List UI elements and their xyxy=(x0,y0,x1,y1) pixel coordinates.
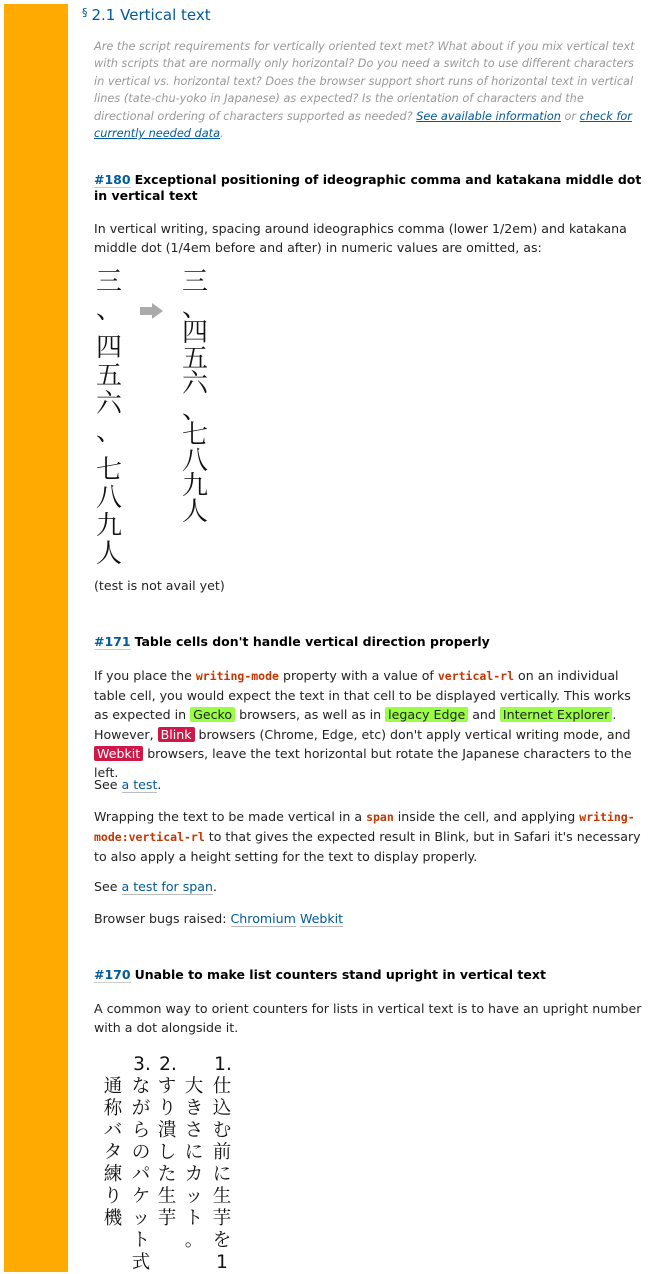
vertical-char: 七 xyxy=(181,420,208,450)
section-symbol[interactable]: § xyxy=(82,6,88,19)
vertical-char: 、 xyxy=(95,295,122,325)
code-vertical-rl: vertical-rl xyxy=(437,669,515,683)
webkit-bug-link[interactable]: Webkit xyxy=(299,911,344,926)
issue-170-title xyxy=(94,967,642,983)
list-item-char: 潰 xyxy=(157,1120,177,1141)
badge-legacy-edge: legacy Edge xyxy=(385,707,468,722)
list-item-char: 生 xyxy=(212,1186,232,1207)
vertical-char: 三 xyxy=(181,267,208,297)
list-item-char: 仕 xyxy=(212,1076,232,1097)
vertical-char: 、 xyxy=(181,394,208,425)
list-counter: 1. xyxy=(214,1054,232,1075)
code-writing-mode-value-a: writing- xyxy=(579,810,635,824)
issue-171-title-text: Table cells don't handle vertical direction properly xyxy=(134,634,490,649)
list-item-char: 1 xyxy=(216,1252,228,1273)
list-item-char: さ xyxy=(184,1120,204,1141)
issue-180-title xyxy=(94,172,642,204)
list-item-char: な xyxy=(131,1076,151,1097)
issue-171-para1: If you place the writing-mode property with a value of vertical-rl on an individual table cell, you would expect the text in that cell to be displayed vertically. This works as expected in Gecko browsers, as well as in legacy Edge and Internet Explorer . However, Blink browsers (Chrome, Edge, etc) don't apply vertical writing mode, and Webkit browsers, leave the text horizontal but rotate the Japanese characters to the left. xyxy=(94,668,632,781)
issue-171-link[interactable]: #171 xyxy=(94,634,131,649)
list-item-char: ッ xyxy=(184,1186,204,1207)
list-item-char: 芋 xyxy=(212,1208,232,1229)
vertical-char: 九 xyxy=(95,511,122,541)
vertical-char: 五 xyxy=(95,361,122,391)
vertical-char: 八 xyxy=(95,483,122,513)
list-counter: 3. xyxy=(133,1054,151,1075)
vertical-char: 人 xyxy=(181,496,208,527)
arrow-right-icon xyxy=(140,303,164,319)
chromium-bug-link[interactable]: Chromium xyxy=(230,911,296,926)
badge-blink: Blink xyxy=(158,727,195,742)
issue-180-desc: In vertical writing, spacing around ideographics comma (lower 1/2em) and katakana middle dot (1/4em before and after) in numeric values are omitted, as: xyxy=(94,221,627,256)
vertical-char: 六 xyxy=(95,389,122,419)
list-item-char: 生 xyxy=(157,1186,177,1207)
list-item-char: ト xyxy=(131,1230,151,1251)
list-item-char: バ xyxy=(103,1120,123,1141)
code-span: span xyxy=(366,810,394,824)
list-counter: 2. xyxy=(159,1054,177,1075)
issue-171-bugs: Browser bugs raised: Chromium Webkit xyxy=(94,911,344,926)
section-intro xyxy=(94,38,642,142)
badge-gecko: Gecko xyxy=(190,707,235,722)
intro-or: or xyxy=(560,109,580,123)
vertical-char: 人 xyxy=(95,539,122,569)
test-for-span-link[interactable]: a test for span xyxy=(121,879,213,894)
list-item-char: 通 xyxy=(103,1076,123,1097)
list-item-char: カ xyxy=(184,1164,204,1185)
vertical-char: 四 xyxy=(181,318,208,348)
list-item-char: 。 xyxy=(184,1230,204,1251)
list-item-char: き xyxy=(184,1098,204,1119)
list-item-char: を xyxy=(212,1230,232,1251)
available-info-link[interactable]: See available information xyxy=(416,109,561,123)
issue-180-note: (test is not avail yet) xyxy=(94,578,225,593)
list-item-char: 芋 xyxy=(157,1208,177,1229)
issue-170-desc: A common way to orient counters for lists in vertical text is to have an upright number with a dot alongside it. xyxy=(94,1001,642,1036)
list-item-char: 込 xyxy=(212,1098,232,1119)
list-item-char: 称 xyxy=(103,1098,123,1119)
vertical-char: 六 xyxy=(181,369,208,399)
vertical-char: 、 xyxy=(181,292,208,323)
list-item-char: 練 xyxy=(103,1164,123,1185)
issue-180-link[interactable]: #180 xyxy=(94,172,131,187)
list-item-char: 機 xyxy=(103,1208,123,1229)
issue-171-para2: Wrapping the text to be made vertical in a span inside the cell, and applying writing- mode:vertical-rl to that gives the expected result in Blink, but in Safari it's necessary to also apply a height setting for the text to display properly. xyxy=(94,809,641,865)
list-item-char: た xyxy=(157,1164,177,1185)
list-item-char: 式 xyxy=(131,1252,151,1273)
issue-180-title-text: Exceptional positioning of ideographic comma and katakana middle dot in vertical text xyxy=(94,172,642,203)
section-heading xyxy=(82,6,211,24)
left-accent-bar xyxy=(4,4,68,1272)
vertical-char: 八 xyxy=(181,445,208,476)
section-title: 2.1 Vertical text xyxy=(91,6,211,24)
list-item-char: 大 xyxy=(184,1076,204,1097)
needed-data-link[interactable]: check for currently needed data xyxy=(94,109,632,141)
list-item-char: が xyxy=(131,1098,151,1119)
vertical-char: 四 xyxy=(95,333,122,363)
list-item-char: ら xyxy=(131,1120,151,1141)
code-writing-mode: writing-mode xyxy=(195,669,279,683)
vertical-char: 七 xyxy=(95,455,122,485)
list-item-char: ケ xyxy=(131,1186,151,1207)
list-item-char: パ xyxy=(131,1164,151,1185)
list-item-char: タ xyxy=(103,1142,123,1163)
issue-170-title-text: Unable to make list counters stand upright in vertical text xyxy=(134,967,546,982)
intro-end: . xyxy=(220,127,224,141)
issue-171-see-span: See a test for span. xyxy=(94,879,217,894)
vertical-char: 、 xyxy=(95,417,122,447)
code-writing-mode-value-b: mode:vertical-rl xyxy=(94,830,205,845)
list-item-char: む xyxy=(212,1120,232,1141)
vertical-char: 三 xyxy=(95,267,122,297)
test-link[interactable]: a test xyxy=(121,777,158,792)
issue-170-link[interactable]: #170 xyxy=(94,967,131,982)
intro-text: Are the script requirements for vertically oriented text met? What about if you mix vertical text with scripts that are normally only horizontal? Do you need a switch to use different characters in vertical vs. horizontal text? Does the browser support short runs of horizontal text in vertical lines (tate-chu-yoko in Japanese) as expected? Is the orientation of characters and the directional ordering of characters supported as needed? xyxy=(94,40,635,123)
issue-171-see-test: See a test. xyxy=(94,777,162,792)
list-item-char: り xyxy=(157,1098,177,1119)
list-item-char: 前 xyxy=(212,1142,232,1163)
vertical-char: 九 xyxy=(181,471,208,501)
list-item-char: ト xyxy=(184,1208,204,1229)
badge-webkit: Webkit xyxy=(94,746,143,761)
vertical-char: 五 xyxy=(181,343,208,374)
list-item-char: す xyxy=(157,1076,177,1097)
badge-internet-explorer: Internet Explorer xyxy=(500,707,612,722)
list-item-char: し xyxy=(157,1142,177,1163)
list-item-char: に xyxy=(212,1164,232,1185)
list-item-char: り xyxy=(103,1186,123,1207)
list-item-char: ッ xyxy=(131,1208,151,1229)
list-item-char: の xyxy=(131,1142,151,1163)
list-item-char: に xyxy=(184,1142,204,1163)
issue-171-title xyxy=(94,634,642,650)
